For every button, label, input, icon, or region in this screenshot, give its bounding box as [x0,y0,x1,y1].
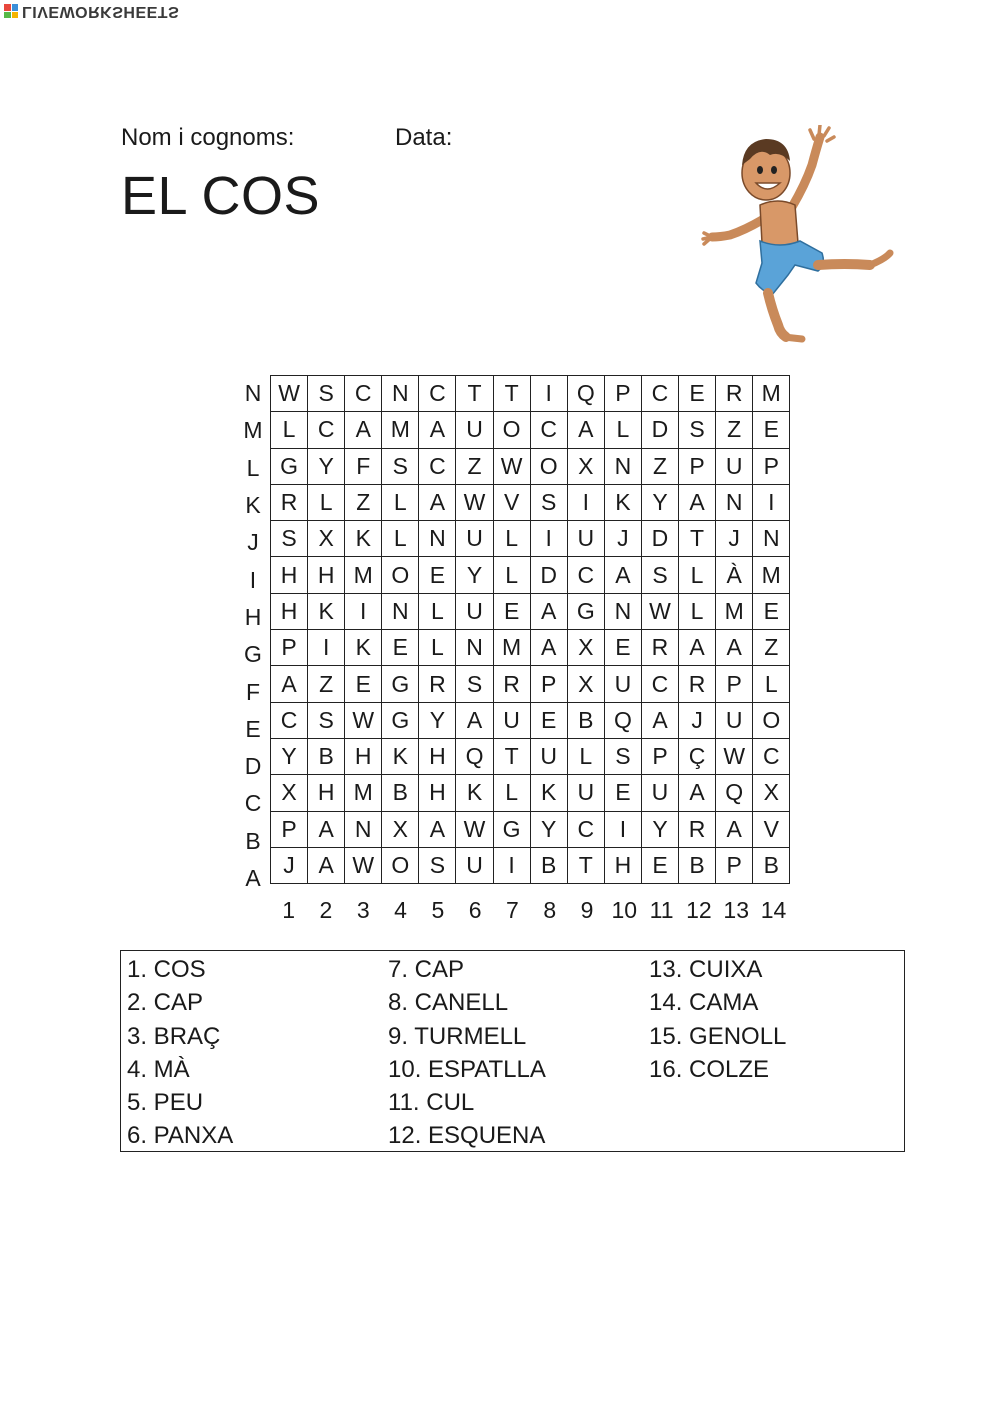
grid-cell[interactable]: A [271,666,308,702]
word-list-item: 4. MÀ [127,1055,190,1083]
grid-cell[interactable]: E [753,593,790,629]
grid-cell[interactable]: W [456,811,493,847]
grid-cell[interactable]: L [271,412,308,448]
date-label: Data: [395,124,453,151]
row-labels [236,375,270,897]
grid-cell[interactable]: R [716,376,753,412]
grid-cell[interactable]: P [679,448,716,484]
grid-cell[interactable]: M [382,412,419,448]
liveworksheets-logo [4,2,179,20]
grid-cell[interactable]: Y [456,557,493,593]
grid-cell[interactable]: G [271,448,308,484]
grid-cell[interactable]: S [382,448,419,484]
grid-cell[interactable]: O [382,557,419,593]
grid-cell[interactable]: H [308,775,345,811]
grid-cell[interactable]: C [530,412,567,448]
grid-cell[interactable]: G [382,666,419,702]
grid-row [271,811,790,847]
grid-cell[interactable]: S [419,847,456,883]
grid-cell[interactable]: I [345,593,382,629]
grid-cell[interactable]: A [530,593,567,629]
boy-jumping-illustration [700,125,900,345]
grid-cell[interactable]: R [679,666,716,702]
grid-cell[interactable]: L [493,521,530,557]
grid-cell[interactable]: P [271,811,308,847]
grid-cell[interactable]: N [716,484,753,520]
grid-cell[interactable]: K [308,593,345,629]
grid-cell[interactable]: K [604,484,641,520]
word-list-item: 1. COS [127,956,206,983]
grid-cell[interactable]: E [604,775,641,811]
grid-cell[interactable]: U [641,775,678,811]
grid-cell[interactable]: Q [456,738,493,774]
grid-cell[interactable]: C [567,557,604,593]
column-label: 5 [431,897,445,923]
row-label: J [247,529,259,556]
grid-cell[interactable]: I [493,847,530,883]
grid-cell[interactable]: N [604,593,641,629]
grid-row [271,702,790,738]
grid-cell[interactable]: A [679,484,716,520]
grid-cell[interactable]: A [716,630,753,666]
grid-cell[interactable]: X [567,630,604,666]
row-label: C [244,790,262,817]
grid-cell[interactable]: E [679,376,716,412]
name-label: Nom i cognoms: [121,124,295,151]
grid-cell[interactable]: N [604,448,641,484]
grid-cell[interactable]: Q [604,702,641,738]
grid-cell[interactable]: J [271,847,308,883]
grid-cell[interactable]: P [530,666,567,702]
grid-cell[interactable]: U [567,775,604,811]
grid-cell[interactable]: Q [716,775,753,811]
grid-cell[interactable]: X [567,448,604,484]
grid-cell[interactable]: Y [308,448,345,484]
row-label: B [245,827,261,854]
grid-cell[interactable]: M [716,593,753,629]
grid-cell[interactable]: S [604,738,641,774]
grid-cell[interactable]: M [345,557,382,593]
word-list-item: 2. CAP [127,989,204,1017]
grid-cell[interactable]: F [345,448,382,484]
word-list-item: 9. TURMELL [388,1022,527,1050]
grid-cell[interactable]: C [419,448,456,484]
grid-cell[interactable]: E [530,702,567,738]
grid-cell[interactable]: U [456,847,493,883]
grid-cell[interactable]: H [271,557,308,593]
grid-cell[interactable]: M [493,630,530,666]
grid-cell[interactable]: C [271,702,308,738]
grid-cell[interactable]: Z [641,448,678,484]
grid-cell[interactable]: E [345,666,382,702]
column-label: 3 [356,897,370,923]
grid-cell[interactable]: K [382,738,419,774]
grid-cell[interactable]: A [679,775,716,811]
grid-cell[interactable]: U [716,702,753,738]
grid-cell[interactable]: I [530,376,567,412]
logo-text: LIVEWORKSHEETS [22,3,180,20]
grid-cell[interactable]: X [567,666,604,702]
grid-cell[interactable]: P [271,630,308,666]
word-list-item: 11. CUL [388,1089,475,1117]
grid-cell[interactable]: D [641,521,678,557]
grid-cell[interactable]: T [456,376,493,412]
grid-cell[interactable]: Z [456,448,493,484]
grid-cell[interactable]: G [567,593,604,629]
grid-row [271,593,790,629]
grid-cell[interactable]: Z [308,666,345,702]
grid-cell[interactable]: J [679,702,716,738]
grid-cell[interactable]: S [456,666,493,702]
logo-mark-icon [4,4,18,18]
grid-cell[interactable]: A [345,412,382,448]
grid-cell[interactable]: U [530,738,567,774]
grid-cell[interactable]: I [604,811,641,847]
grid-cell[interactable]: S [679,412,716,448]
grid-cell[interactable]: W [345,847,382,883]
grid-cell[interactable]: A [419,484,456,520]
grid-cell[interactable]: J [604,521,641,557]
word-search-grid [270,375,790,884]
grid-cell[interactable]: B [753,847,790,883]
grid-cell[interactable]: À [716,557,753,593]
grid-cell[interactable]: L [567,738,604,774]
grid-row [271,630,790,666]
word-list-item: 13. CUIXA [649,956,763,983]
grid-cell[interactable]: U [567,521,604,557]
row-label: E [245,715,261,742]
grid-cell[interactable]: W [641,593,678,629]
grid-cell[interactable]: J [716,521,753,557]
grid-cell[interactable]: D [530,557,567,593]
grid-cell[interactable]: Y [641,484,678,520]
grid-cell[interactable]: C [641,666,678,702]
grid-cell[interactable]: B [382,775,419,811]
row-label: H [244,603,262,630]
grid-cell[interactable]: U [456,593,493,629]
grid-row [271,412,790,448]
grid-cell[interactable]: L [604,412,641,448]
grid-cell[interactable]: W [493,448,530,484]
grid-cell[interactable]: Ç [679,738,716,774]
word-list-box [120,950,905,1152]
grid-cell[interactable]: X [271,775,308,811]
grid-cell[interactable]: A [456,702,493,738]
grid-cell[interactable]: S [271,521,308,557]
grid-cell[interactable]: H [419,738,456,774]
grid-cell[interactable]: L [419,630,456,666]
grid-cell[interactable]: Q [567,376,604,412]
grid-cell[interactable]: N [753,521,790,557]
grid-cell[interactable]: L [753,666,790,702]
grid-cell[interactable]: C [308,412,345,448]
word-list-item: 6. PANXA [127,1122,234,1150]
word-list-item: 15. GENOLL [649,1022,787,1050]
grid-cell[interactable]: R [641,630,678,666]
grid-cell[interactable]: H [345,738,382,774]
grid-cell[interactable]: E [493,593,530,629]
grid-cell[interactable]: N [419,521,456,557]
grid-cell[interactable]: S [641,557,678,593]
grid-cell[interactable]: A [308,811,345,847]
grid-cell[interactable]: N [456,630,493,666]
grid-cell[interactable]: A [567,412,604,448]
grid-row [271,666,790,702]
grid-cell[interactable]: E [604,630,641,666]
grid-cell[interactable]: S [308,702,345,738]
grid-cell[interactable]: H [604,847,641,883]
grid-cell[interactable]: P [604,376,641,412]
grid-cell[interactable]: N [345,811,382,847]
row-label: L [246,454,260,481]
grid-cell[interactable]: V [493,484,530,520]
grid-cell[interactable]: H [419,775,456,811]
grid-cell[interactable]: B [530,847,567,883]
grid-row [271,376,790,412]
grid-cell[interactable]: Y [271,738,308,774]
grid-cell[interactable]: H [271,593,308,629]
grid-cell[interactable]: I [753,484,790,520]
grid-cell[interactable]: P [753,448,790,484]
grid-cell[interactable]: B [679,847,716,883]
column-label: 1 [282,897,296,923]
word-list-column-1 [127,953,233,1153]
grid-cell[interactable]: A [641,702,678,738]
grid-cell[interactable]: L [382,521,419,557]
column-label: 7 [506,897,519,923]
grid-cell[interactable]: E [382,630,419,666]
column-label: 11 [649,897,674,923]
grid-row [271,521,790,557]
grid-cell[interactable]: A [419,412,456,448]
grid-cell[interactable]: C [641,376,678,412]
grid-row [271,847,790,883]
grid-cell[interactable]: N [382,593,419,629]
grid-cell[interactable]: G [382,702,419,738]
grid-cell[interactable]: I [308,630,345,666]
grid-cell[interactable]: A [419,811,456,847]
grid-cell[interactable]: L [679,557,716,593]
column-label: 10 [611,897,638,923]
word-list-item: 5. PEU [127,1089,204,1117]
grid-cell[interactable]: B [308,738,345,774]
grid-cell[interactable]: Y [641,811,678,847]
grid-cell[interactable]: A [308,847,345,883]
grid-cell[interactable]: U [456,521,493,557]
grid-cell[interactable]: C [567,811,604,847]
grid-row [271,775,790,811]
grid-cell[interactable]: U [456,412,493,448]
grid-row [271,448,790,484]
column-label: 2 [319,897,333,923]
grid-cell[interactable]: T [679,521,716,557]
grid-cell[interactable]: K [456,775,493,811]
column-label: 14 [760,897,787,923]
grid-cell[interactable]: M [753,557,790,593]
grid-row [271,557,790,593]
row-label: D [244,753,262,780]
row-label: K [245,492,261,519]
page-title: EL COS [121,166,321,226]
column-labels [270,897,792,924]
grid-cell[interactable]: M [345,775,382,811]
grid-cell[interactable]: X [382,811,419,847]
grid-cell[interactable]: L [382,484,419,520]
grid-cell[interactable]: U [716,448,753,484]
word-list-item: 16. COLZE [649,1055,770,1083]
grid-cell[interactable]: Z [345,484,382,520]
grid-cell[interactable]: P [716,847,753,883]
grid-cell[interactable]: S [308,376,345,412]
grid-row [271,738,790,774]
grid-cell[interactable]: W [345,702,382,738]
grid-cell[interactable]: X [308,521,345,557]
grid-cell[interactable]: C [753,738,790,774]
grid-cell[interactable]: K [530,775,567,811]
grid-cell[interactable]: A [530,630,567,666]
grid-cell[interactable]: E [641,847,678,883]
word-list-item: 8. CANELL [388,989,509,1017]
grid-cell[interactable]: G [493,811,530,847]
row-label: G [244,641,262,668]
grid-cell[interactable]: T [493,376,530,412]
grid-cell[interactable]: K [345,630,382,666]
column-label: 6 [468,897,482,923]
word-list-item: 12. ESQUENA [388,1122,546,1150]
column-label: 12 [686,897,712,923]
grid-cell[interactable]: L [419,593,456,629]
grid-cell[interactable]: C [419,376,456,412]
grid-cell[interactable]: W [271,376,308,412]
grid-cell[interactable]: Z [753,630,790,666]
grid-cell[interactable]: L [308,484,345,520]
grid-cell[interactable]: R [679,811,716,847]
grid-cell[interactable]: L [493,775,530,811]
grid-cell[interactable]: U [493,702,530,738]
grid-cell[interactable]: O [382,847,419,883]
column-label: 4 [394,897,407,923]
grid-cell[interactable]: B [567,702,604,738]
word-list-column-2 [388,953,546,1153]
grid-cell[interactable]: A [604,557,641,593]
grid-cell[interactable]: R [419,666,456,702]
grid-cell[interactable]: N [382,376,419,412]
column-label: 8 [543,897,557,923]
row-label: M [243,417,263,444]
word-list-item: 10. ESPATLLA [388,1055,546,1083]
row-label: N [244,380,262,407]
grid-cell[interactable]: P [641,738,678,774]
grid-cell[interactable]: O [530,448,567,484]
grid-cell[interactable]: R [271,484,308,520]
grid-cell[interactable]: S [530,484,567,520]
grid-cell[interactable]: K [345,521,382,557]
grid-cell[interactable]: U [604,666,641,702]
grid-cell[interactable]: C [345,376,382,412]
grid-cell[interactable]: A [679,630,716,666]
grid-cell[interactable]: Y [419,702,456,738]
grid-cell[interactable]: M [753,376,790,412]
grid-cell[interactable]: I [530,521,567,557]
grid-cell[interactable]: D [641,412,678,448]
column-label: 9 [580,897,594,923]
grid-cell[interactable]: O [493,412,530,448]
row-label: A [245,865,261,891]
grid-row [271,484,790,520]
grid-cell[interactable]: Z [716,412,753,448]
grid-cell[interactable]: L [679,593,716,629]
grid-cell[interactable]: L [493,557,530,593]
grid-cell[interactable]: A [716,811,753,847]
grid-cell[interactable]: I [567,484,604,520]
grid-cell[interactable]: Y [530,811,567,847]
grid-cell[interactable]: P [716,666,753,702]
grid-cell[interactable]: V [753,811,790,847]
grid-cell[interactable]: O [753,702,790,738]
grid-cell[interactable]: H [308,557,345,593]
word-list-item: 14. CAMA [649,989,759,1017]
row-label: F [245,678,261,705]
column-label: 13 [723,897,749,923]
grid-cell[interactable]: E [419,557,456,593]
word-list-item: 3. BRAÇ [127,1022,221,1050]
grid-cell[interactable]: W [456,484,493,520]
grid-cell[interactable]: R [493,666,530,702]
grid-cell[interactable]: X [753,775,790,811]
grid-cell[interactable]: T [567,847,604,883]
row-label: I [249,566,257,593]
word-list-column-3 [649,953,786,1086]
grid-cell[interactable]: W [716,738,753,774]
grid-cell[interactable]: E [753,412,790,448]
word-list-item: 7. CAP [388,956,465,983]
grid-cell[interactable]: T [493,738,530,774]
